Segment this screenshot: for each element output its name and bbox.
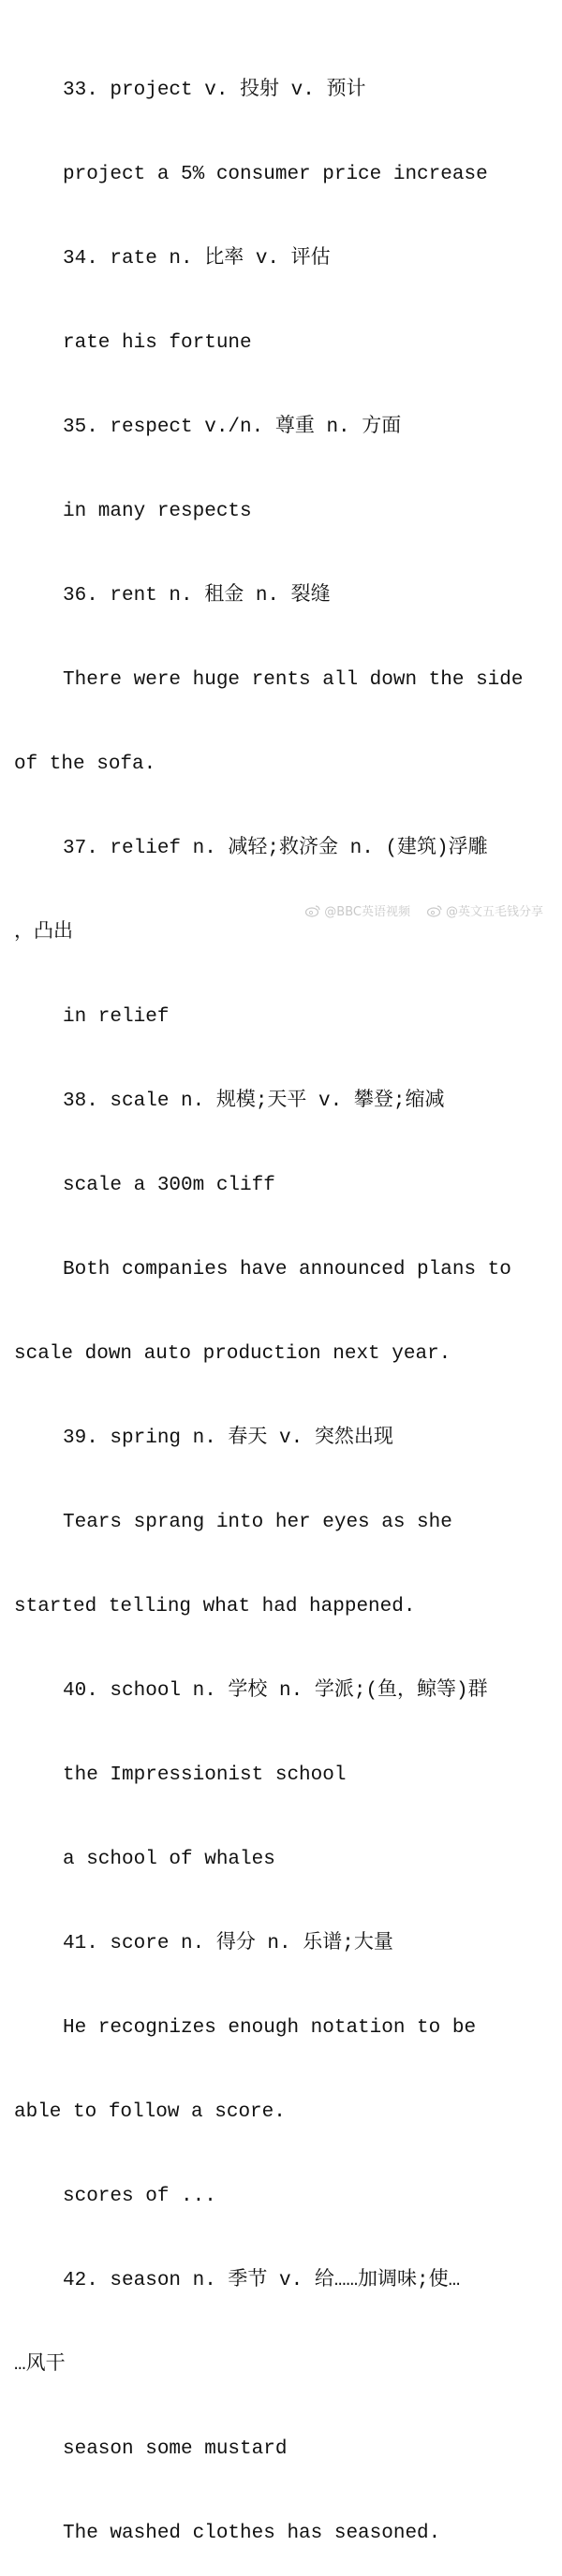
doc-line: ，凸出 <box>14 922 73 944</box>
doc-line: rate his fortune <box>63 332 252 354</box>
doc-line: a school of whales <box>63 1849 275 1870</box>
vocabulary-document <box>14 21 548 2576</box>
doc-line: 40. school n. 学校 n. 学派;(鱼，鲸等)群 <box>63 1680 488 1702</box>
weibo-icon <box>427 904 442 917</box>
doc-line: 39. spring n. 春天 v. 突然出现 <box>63 1427 393 1449</box>
doc-line: in relief <box>63 1006 170 1028</box>
doc-line: 37. relief n. 减轻;救济金 n. (建筑)浮雕 <box>63 838 488 859</box>
doc-line: 41. score n. 得分 n. 乐谱;大量 <box>63 1933 393 1954</box>
watermark-right-text: @英文五毛钱分享 <box>445 905 543 919</box>
doc-line: in many respects <box>63 501 252 522</box>
doc-line: scores of ... <box>63 2186 216 2207</box>
doc-line: 38. scale n. 规模;天平 v. 攀登;缩减 <box>63 1090 445 1112</box>
doc-line: …风干 <box>14 2354 66 2376</box>
doc-line: 42. season n. 季节 v. 给……加调味;使… <box>63 2270 461 2291</box>
doc-line: Tears sprang into her eyes as she <box>63 1512 452 1533</box>
watermark <box>305 901 543 919</box>
watermark-left <box>305 901 410 919</box>
doc-line: 34. rate n. 比率 v. 评估 <box>63 248 331 270</box>
watermark-right <box>427 901 543 919</box>
doc-line: scale a 300m cliff <box>63 1175 275 1196</box>
doc-line: He recognizes enough notation to be <box>63 2017 477 2039</box>
doc-line: 35. respect v./n. 尊重 n. 方面 <box>63 417 402 438</box>
doc-line: Both companies have announced plans to <box>63 1259 511 1281</box>
doc-line: the Impressionist school <box>63 1764 347 1786</box>
doc-line: 33. project v. 投射 v. 预计 <box>63 80 366 101</box>
doc-line: There were huge rents all down the side <box>63 669 524 691</box>
doc-line: of the sofa. <box>14 754 156 775</box>
doc-line: able to follow a score. <box>14 2101 286 2123</box>
doc-line: season some mustard <box>63 2438 288 2460</box>
watermark-left-text: @BBC英语视频 <box>324 905 410 919</box>
doc-line: started telling what had happened. <box>14 1596 416 1617</box>
doc-line: 36. rent n. 租金 n. 裂缝 <box>63 585 331 607</box>
doc-line: project a 5% consumer price increase <box>63 164 488 185</box>
doc-line: scale down auto production next year. <box>14 1343 451 1365</box>
weibo-icon <box>305 904 320 917</box>
doc-line: The washed clothes has seasoned. <box>63 2523 441 2544</box>
